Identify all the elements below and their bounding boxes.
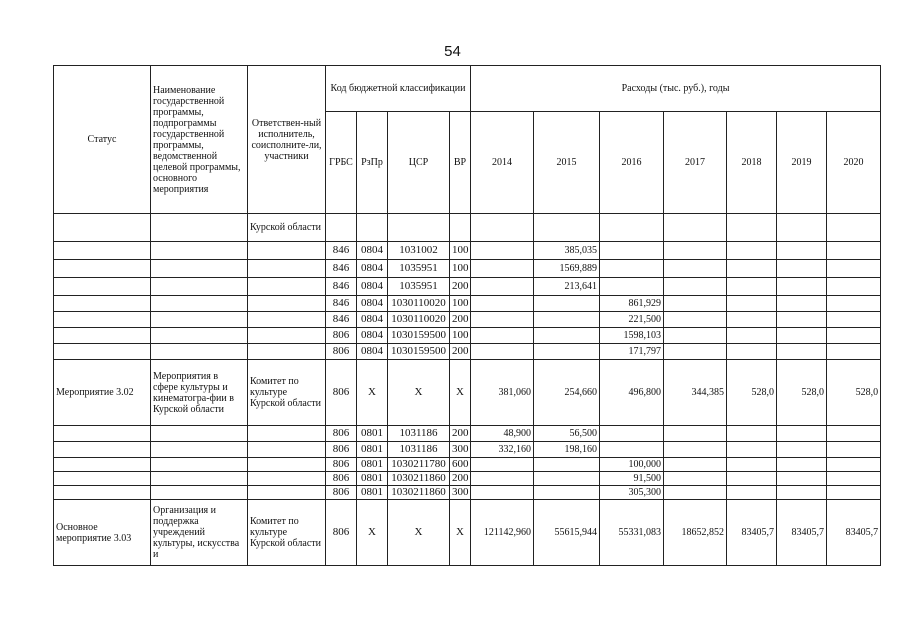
cell-y2014	[471, 242, 534, 260]
cell-name	[151, 260, 248, 278]
cell-y2015: 254,660	[534, 360, 600, 426]
cell-y2018	[727, 260, 777, 278]
cell-y2017	[664, 260, 727, 278]
cell-name: Организация и поддержка учреждений культуры, искусства и	[151, 500, 248, 566]
header-grbs: ГРБС	[326, 112, 357, 214]
cell-vr: 100	[450, 260, 471, 278]
cell-y2016: 861,929	[600, 296, 664, 312]
cell-y2016: 496,800	[600, 360, 664, 426]
cell-status	[54, 426, 151, 442]
cell-status	[54, 214, 151, 242]
cell-rzpr: X	[357, 500, 388, 566]
cell-vr	[450, 214, 471, 242]
table-row	[54, 472, 881, 486]
cell-status	[54, 278, 151, 296]
cell-grbs: 846	[326, 296, 357, 312]
cell-csr: 1035951	[388, 260, 450, 278]
cell-y2017	[664, 296, 727, 312]
cell-y2020	[827, 426, 881, 442]
cell-y2017: 344,385	[664, 360, 727, 426]
cell-csr: 1031186	[388, 442, 450, 458]
cell-csr: 1030110020	[388, 312, 450, 328]
cell-vr: 300	[450, 442, 471, 458]
cell-y2014	[471, 214, 534, 242]
cell-y2019	[777, 260, 827, 278]
cell-name	[151, 472, 248, 486]
cell-y2017	[664, 242, 727, 260]
cell-rzpr: 0804	[357, 278, 388, 296]
cell-y2018	[727, 328, 777, 344]
table-row	[54, 328, 881, 344]
cell-name	[151, 486, 248, 500]
table-row	[54, 442, 881, 458]
header-budget-code: Код бюджетной классификации	[326, 66, 471, 112]
header-name: Наименование государственной программы, подпрограммы государственной программы, ведомственной целевой программы, основного мероприятия	[151, 66, 248, 214]
header-year-2017: 2017	[664, 112, 727, 214]
cell-y2020	[827, 296, 881, 312]
cell-grbs: 806	[326, 458, 357, 472]
table-row	[54, 360, 881, 426]
cell-y2016	[600, 242, 664, 260]
cell-executor	[248, 312, 326, 328]
cell-y2020	[827, 486, 881, 500]
cell-y2019	[777, 312, 827, 328]
cell-y2015	[534, 312, 600, 328]
cell-y2015: 55615,944	[534, 500, 600, 566]
cell-name	[151, 344, 248, 360]
cell-y2014	[471, 458, 534, 472]
cell-y2015	[534, 344, 600, 360]
cell-status	[54, 442, 151, 458]
cell-y2014: 121142,960	[471, 500, 534, 566]
cell-y2019	[777, 442, 827, 458]
cell-status	[54, 312, 151, 328]
cell-grbs: 806	[326, 472, 357, 486]
cell-rzpr: 0801	[357, 472, 388, 486]
cell-vr: X	[450, 360, 471, 426]
cell-rzpr: 0804	[357, 260, 388, 278]
cell-vr: 100	[450, 296, 471, 312]
cell-grbs: 806	[326, 328, 357, 344]
cell-y2014: 381,060	[471, 360, 534, 426]
cell-y2016	[600, 442, 664, 458]
cell-name: Мероприятия в сфере культуры и кинематогра-фии в Курской области	[151, 360, 248, 426]
cell-grbs: 806	[326, 344, 357, 360]
table-row	[54, 242, 881, 260]
cell-y2020	[827, 312, 881, 328]
cell-y2014: 48,900	[471, 426, 534, 442]
cell-y2014	[471, 278, 534, 296]
cell-y2014	[471, 472, 534, 486]
cell-y2017	[664, 344, 727, 360]
table-row	[54, 344, 881, 360]
cell-vr: 100	[450, 328, 471, 344]
cell-grbs: 806	[326, 486, 357, 500]
cell-rzpr	[357, 214, 388, 242]
cell-y2020: 83405,7	[827, 500, 881, 566]
cell-y2016: 55331,083	[600, 500, 664, 566]
cell-y2019	[777, 458, 827, 472]
cell-status	[54, 472, 151, 486]
cell-grbs: 846	[326, 260, 357, 278]
cell-executor	[248, 486, 326, 500]
cell-y2015: 56,500	[534, 426, 600, 442]
cell-y2019	[777, 296, 827, 312]
cell-y2018	[727, 472, 777, 486]
cell-y2019: 528,0	[777, 360, 827, 426]
cell-y2018	[727, 486, 777, 500]
cell-status: Мероприятие 3.02	[54, 360, 151, 426]
cell-y2017	[664, 486, 727, 500]
cell-rzpr: 0801	[357, 426, 388, 442]
cell-grbs: 806	[326, 500, 357, 566]
cell-rzpr: 0804	[357, 296, 388, 312]
header-year-2014: 2014	[471, 112, 534, 214]
cell-y2014	[471, 312, 534, 328]
cell-y2019	[777, 472, 827, 486]
table-row	[54, 500, 881, 566]
cell-status	[54, 260, 151, 278]
cell-y2016: 221,500	[600, 312, 664, 328]
header-csr: ЦСР	[388, 112, 450, 214]
cell-name	[151, 328, 248, 344]
cell-status	[54, 458, 151, 472]
cell-grbs: 806	[326, 442, 357, 458]
cell-y2017	[664, 426, 727, 442]
cell-name	[151, 242, 248, 260]
cell-y2018	[727, 312, 777, 328]
cell-rzpr: 0801	[357, 442, 388, 458]
cell-y2018	[727, 278, 777, 296]
cell-status	[54, 344, 151, 360]
cell-grbs: 806	[326, 426, 357, 442]
cell-y2018	[727, 426, 777, 442]
cell-executor	[248, 242, 326, 260]
cell-y2019	[777, 242, 827, 260]
cell-rzpr: 0804	[357, 344, 388, 360]
cell-y2016: 171,797	[600, 344, 664, 360]
cell-y2017	[664, 442, 727, 458]
header-year-2015: 2015	[534, 112, 600, 214]
cell-grbs: 846	[326, 278, 357, 296]
cell-y2014	[471, 260, 534, 278]
table-row	[54, 486, 881, 500]
cell-executor	[248, 442, 326, 458]
cell-csr: 1030110020	[388, 296, 450, 312]
cell-executor	[248, 426, 326, 442]
cell-csr: X	[388, 360, 450, 426]
cell-y2019	[777, 426, 827, 442]
cell-rzpr: 0801	[357, 486, 388, 500]
cell-rzpr: 0804	[357, 328, 388, 344]
cell-y2020	[827, 328, 881, 344]
cell-y2016: 91,500	[600, 472, 664, 486]
cell-y2017	[664, 278, 727, 296]
cell-y2019	[777, 486, 827, 500]
cell-y2019	[777, 344, 827, 360]
cell-grbs	[326, 214, 357, 242]
cell-vr: 200	[450, 344, 471, 360]
cell-y2015	[534, 486, 600, 500]
cell-y2018	[727, 458, 777, 472]
cell-csr: 1035951	[388, 278, 450, 296]
table-body	[54, 214, 881, 566]
cell-vr: X	[450, 500, 471, 566]
cell-y2020	[827, 344, 881, 360]
cell-y2020	[827, 242, 881, 260]
cell-executor: Комитет по культуре Курской области	[248, 500, 326, 566]
cell-y2015: 1569,889	[534, 260, 600, 278]
cell-csr: 1030159500	[388, 328, 450, 344]
cell-y2016: 100,000	[600, 458, 664, 472]
cell-name	[151, 458, 248, 472]
cell-executor	[248, 472, 326, 486]
cell-rzpr: X	[357, 360, 388, 426]
cell-rzpr: 0801	[357, 458, 388, 472]
cell-y2015	[534, 472, 600, 486]
cell-csr	[388, 214, 450, 242]
header-rzpr: РзПр	[357, 112, 388, 214]
cell-status	[54, 242, 151, 260]
cell-csr: 1030211780	[388, 458, 450, 472]
cell-status	[54, 486, 151, 500]
cell-y2018	[727, 296, 777, 312]
cell-vr: 200	[450, 312, 471, 328]
cell-csr: 1031186	[388, 426, 450, 442]
cell-executor	[248, 278, 326, 296]
table-row	[54, 296, 881, 312]
page-number: 54	[444, 43, 461, 60]
cell-y2016	[600, 278, 664, 296]
header-expenses: Расходы (тыс. руб.), годы	[471, 66, 881, 112]
cell-status	[54, 328, 151, 344]
header-executor: Ответствен-ный исполнитель, соисполните-ли, участники	[248, 66, 326, 214]
cell-executor: Комитет по культуре Курской области	[248, 360, 326, 426]
table-row	[54, 458, 881, 472]
cell-y2015	[534, 296, 600, 312]
cell-y2018: 528,0	[727, 360, 777, 426]
cell-grbs: 846	[326, 312, 357, 328]
cell-y2018: 83405,7	[727, 500, 777, 566]
cell-y2014	[471, 344, 534, 360]
cell-y2015: 385,035	[534, 242, 600, 260]
cell-executor	[248, 260, 326, 278]
cell-y2019	[777, 328, 827, 344]
cell-csr: 1030211860	[388, 486, 450, 500]
cell-name	[151, 442, 248, 458]
cell-y2014	[471, 328, 534, 344]
cell-executor: Курской области	[248, 214, 326, 242]
cell-y2020	[827, 214, 881, 242]
cell-name	[151, 278, 248, 296]
cell-y2018	[727, 442, 777, 458]
cell-y2017	[664, 472, 727, 486]
cell-y2016: 305,300	[600, 486, 664, 500]
cell-y2016	[600, 426, 664, 442]
cell-y2016: 1598,103	[600, 328, 664, 344]
cell-name	[151, 312, 248, 328]
header-year-2019: 2019	[777, 112, 827, 214]
budget-table	[53, 65, 881, 566]
table-row	[54, 312, 881, 328]
cell-executor	[248, 458, 326, 472]
table-row	[54, 278, 881, 296]
header-status: Статус	[54, 66, 151, 214]
cell-y2019: 83405,7	[777, 500, 827, 566]
cell-rzpr: 0804	[357, 312, 388, 328]
cell-y2014	[471, 296, 534, 312]
cell-y2020	[827, 458, 881, 472]
cell-vr: 300	[450, 486, 471, 500]
cell-y2015: 213,641	[534, 278, 600, 296]
cell-y2018	[727, 214, 777, 242]
cell-y2019	[777, 214, 827, 242]
cell-y2017	[664, 458, 727, 472]
cell-y2020	[827, 260, 881, 278]
cell-y2014	[471, 486, 534, 500]
cell-y2015: 198,160	[534, 442, 600, 458]
cell-y2017	[664, 328, 727, 344]
cell-csr: 1030159500	[388, 344, 450, 360]
cell-y2018	[727, 344, 777, 360]
cell-y2020: 528,0	[827, 360, 881, 426]
cell-executor	[248, 296, 326, 312]
cell-status: Основное мероприятие 3.03	[54, 500, 151, 566]
cell-rzpr: 0804	[357, 242, 388, 260]
cell-vr: 200	[450, 472, 471, 486]
cell-y2015	[534, 328, 600, 344]
cell-y2014: 332,160	[471, 442, 534, 458]
cell-y2015	[534, 458, 600, 472]
cell-y2020	[827, 442, 881, 458]
cell-vr: 600	[450, 458, 471, 472]
table-row	[54, 214, 881, 242]
cell-y2016	[600, 214, 664, 242]
cell-csr: 1031002	[388, 242, 450, 260]
cell-y2017	[664, 214, 727, 242]
table-row	[54, 260, 881, 278]
cell-y2019	[777, 278, 827, 296]
cell-y2015	[534, 214, 600, 242]
cell-y2016	[600, 260, 664, 278]
header-year-2020: 2020	[827, 112, 881, 214]
cell-csr: X	[388, 500, 450, 566]
cell-status	[54, 296, 151, 312]
cell-name	[151, 214, 248, 242]
cell-executor	[248, 344, 326, 360]
cell-vr: 200	[450, 426, 471, 442]
cell-csr: 1030211860	[388, 472, 450, 486]
cell-executor	[248, 328, 326, 344]
cell-y2017: 18652,852	[664, 500, 727, 566]
cell-y2020	[827, 472, 881, 486]
header-year-2018: 2018	[727, 112, 777, 214]
cell-y2017	[664, 312, 727, 328]
cell-name	[151, 296, 248, 312]
cell-y2018	[727, 242, 777, 260]
cell-y2020	[827, 278, 881, 296]
cell-vr: 100	[450, 242, 471, 260]
cell-vr: 200	[450, 278, 471, 296]
header-vr: ВР	[450, 112, 471, 214]
table-row	[54, 426, 881, 442]
header-year-2016: 2016	[600, 112, 664, 214]
cell-grbs: 846	[326, 242, 357, 260]
cell-name	[151, 426, 248, 442]
cell-grbs: 806	[326, 360, 357, 426]
